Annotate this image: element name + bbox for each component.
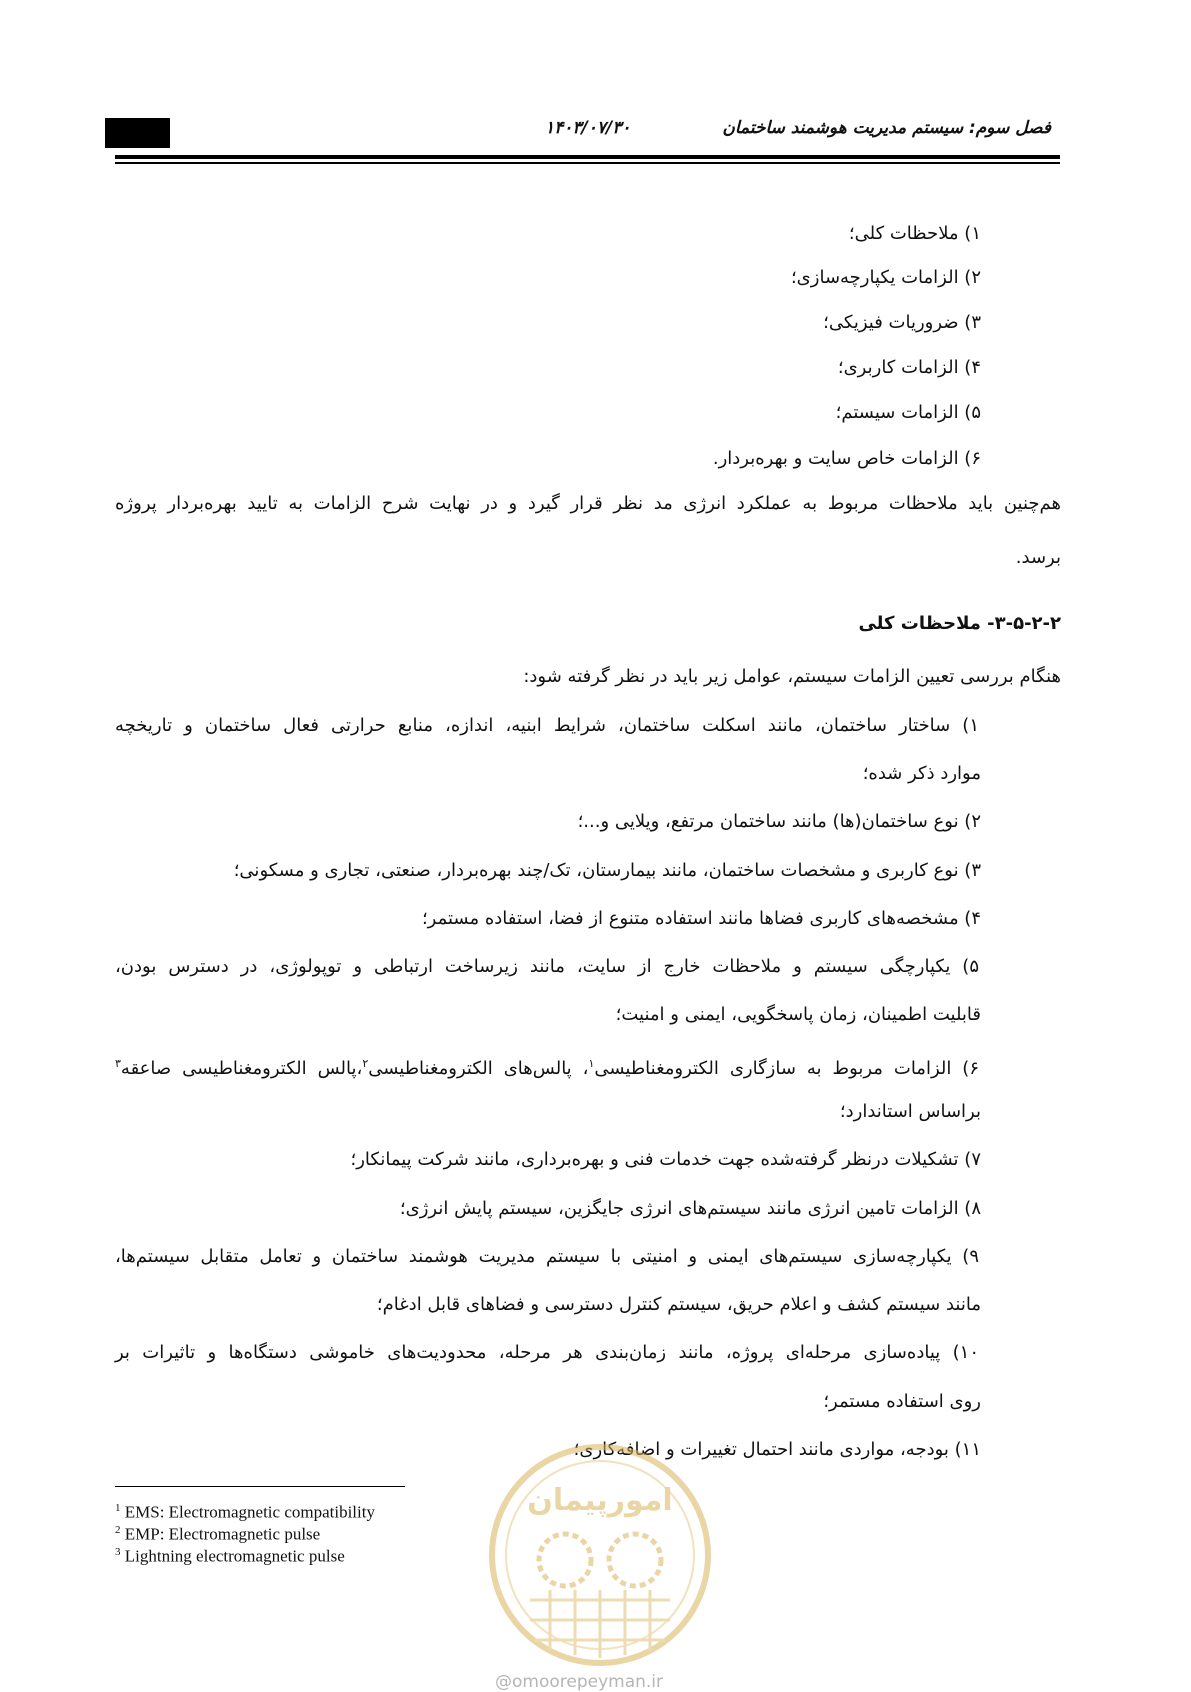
footnote xyxy=(115,1498,375,1523)
factor-line: ۵) یکپارچگی سیستم و ملاحظات خارج از سایت، مانند زیرساخت ارتباطی و توپولوژی، در دسترس بودن، xyxy=(115,956,979,977)
factor-text: ،پالس الکترومغناطیسی صاعقه xyxy=(120,1058,363,1079)
factor-line: ۱) ساختار ساختمان، مانند اسکلت ساختمان، شرایط ابنیه، اندازه، منابع حرارتی فعال ساختمان و تاریخچه xyxy=(115,715,979,736)
footnote-ref-2: ۲ xyxy=(362,1057,369,1070)
footnote-number: 1 xyxy=(115,1502,121,1514)
factor-text: ، پالس‌های الکترومغناطیسی xyxy=(368,1058,589,1079)
factor-line: ۸) الزامات تامین انرژی مانند سیستم‌های انرژی جایگزین، سیستم پایش انرژی؛ xyxy=(399,1198,981,1219)
footnote-ref-1: ۱ xyxy=(588,1057,595,1070)
footnote-text: EMP: Electromagnetic pulse xyxy=(120,1524,321,1544)
factor-line: موارد ذکر شده؛ xyxy=(862,763,981,784)
paragraph-line: برسد. xyxy=(1015,547,1061,568)
header-rule-thin xyxy=(115,162,1060,164)
section-intro: هنگام بررسی تعیین الزامات سیستم، عوامل زیر باید در نظر گرفته شود: xyxy=(523,666,1061,687)
at-icon: @ xyxy=(495,1672,512,1692)
svg-text:امورپیمان: امورپیمان xyxy=(527,1483,673,1518)
factor-line: روی استفاده مستمر؛ xyxy=(823,1391,981,1412)
footnote-number: 3 xyxy=(115,1546,121,1558)
intro-list-item: ۱) ملاحظات کلی؛ xyxy=(848,223,981,244)
watermark-site xyxy=(495,1672,663,1692)
paragraph-line: هم‌چنین باید ملاحظات مربوط به عملکرد انرژی مد نظر قرار گیرد و در نهایت شرح الزامات به تایید بهره‌بردار پروژه xyxy=(115,493,1061,514)
footnote-ref-3: ۳ xyxy=(115,1057,121,1070)
factor-line: ۴) مشخصه‌های کاربری فضاها مانند استفاده متنوع از فضا، استفاده مستمر؛ xyxy=(421,908,981,929)
footnote-text: Lightning electromagnetic pulse xyxy=(120,1546,345,1566)
header-date: ۱۴۰۳/۰۷/۳۰ xyxy=(545,118,631,138)
chapter-title: فصل سوم: سیستم مدیریت هوشمند ساختمان xyxy=(722,118,1051,138)
intro-list-item: ۶) الزامات خاص سایت و بهره‌بردار. xyxy=(712,448,981,469)
factor-line: ۷) تشکیلات درنظر گرفته‌شده جهت خدمات فنی و بهره‌برداری، مانند شرکت پیمانکار؛ xyxy=(350,1149,981,1170)
footnote xyxy=(115,1520,320,1545)
watermark-seal-logo xyxy=(485,1440,715,1670)
watermark-site-text: omoorepeyman.ir xyxy=(512,1672,664,1692)
footnote-number: 2 xyxy=(115,1524,121,1536)
intro-list-item: ۵) الزامات سیستم؛ xyxy=(835,402,981,423)
page-number-box xyxy=(105,118,170,148)
factor-line: ۲) نوع ساختمان(ها) مانند ساختمان مرتفع، ویلایی و...؛ xyxy=(577,811,981,832)
factor-line: براساس استاندارد؛ xyxy=(839,1101,981,1122)
footnote-separator xyxy=(115,1486,405,1487)
factor-text: ۶) الزامات مربوط به سازگاری الکترومغناطیسی xyxy=(594,1058,979,1079)
intro-list-item: ۳) ضروریات فیزیکی؛ xyxy=(823,312,981,333)
footnote-text: EMS: Electromagnetic compatibility xyxy=(120,1502,375,1522)
factor-line: ۱۱) بودجه، مواردی مانند احتمال تغییرات و اضافه‌کاری؛ xyxy=(573,1439,981,1460)
factor-line: مانند سیستم کشف و اعلام حریق، سیستم کنترل دسترسی و فضاهای قابل ادغام؛ xyxy=(376,1294,981,1315)
footnote xyxy=(115,1542,345,1567)
factor-line-emc xyxy=(115,1054,979,1079)
factor-line: ۱۰) پیاده‌سازی مرحله‌ای پروژه، مانند زمان‌بندی هر مرحله، محدودیت‌های خاموشی دستگاه‌ها و تاثیرات بر xyxy=(115,1342,979,1363)
header-rule-thick xyxy=(115,155,1060,159)
factor-line: ۹) یکپارچه‌سازی سیستم‌های ایمنی و امنیتی با سیستم مدیریت هوشمند ساختمان و تعامل متقابل سیستم‌ها، xyxy=(115,1246,979,1267)
factor-line: ۳) نوع کاربری و مشخصات ساختمان، مانند بیمارستان، تک/چند بهره‌بردار، صنعتی، تجاری و مسکونی؛ xyxy=(233,860,981,881)
section-heading: ۳-۵-۲-۲- ملاحظات کلی xyxy=(858,613,1061,634)
factor-line: قابلیت اطمینان، زمان پاسخگویی، ایمنی و امنیت؛ xyxy=(615,1004,981,1025)
intro-list-item: ۲) الزامات یکپارچه‌سازی؛ xyxy=(790,267,981,288)
intro-list-item: ۴) الزامات کاربری؛ xyxy=(837,357,981,378)
